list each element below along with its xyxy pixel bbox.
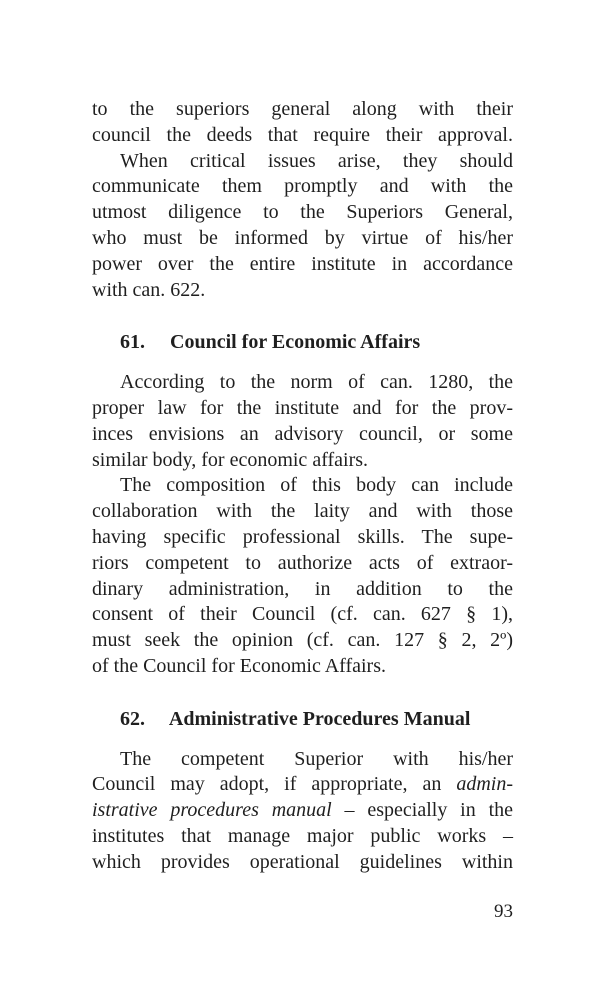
section-title: Council for Economic Affairs: [170, 331, 421, 354]
text-line: communicate them promptly and with the: [92, 175, 513, 198]
text-line: The competent Superior with his/her: [120, 747, 513, 770]
text-line: must seek the opinion (cf. can. 127 § 2, 2º): [92, 629, 513, 652]
section-heading-62: [92, 707, 513, 733]
page-number: 93: [494, 901, 513, 922]
text-line: collaboration with the laity and with those: [92, 500, 513, 523]
text-line: having specific professional skills. The supe-: [92, 525, 513, 548]
text-line: inces envisions an advisory council, or some: [92, 422, 513, 445]
text-line: [92, 798, 513, 824]
italic-text-segment: istrative procedures manual: [92, 799, 332, 822]
text-line: which provides operational guidelines within: [92, 850, 513, 873]
text-line: According to the norm of can. 1280, the: [120, 371, 513, 394]
paragraph: [92, 97, 513, 149]
text-line: of the Council for Economic Affairs.: [92, 654, 387, 677]
text-line: The composition of this body can include: [120, 474, 513, 497]
paragraph: [92, 473, 513, 679]
text-line: utmost diligence to the Superiors General,: [92, 201, 513, 224]
text-line: similar body, for economic affairs.: [92, 448, 369, 471]
italic-text-segment: admin-: [456, 773, 513, 796]
section-heading-61: [92, 330, 513, 356]
paragraph: [92, 747, 513, 876]
text-segment: Council may adopt, if appropriate, an: [92, 773, 457, 796]
paragraph: [92, 370, 513, 473]
section-number: 61.: [120, 331, 145, 354]
text-line: dinary administration, in addition to the: [92, 577, 513, 600]
section-title: Administrative Procedures Manual: [168, 707, 471, 730]
text-line: power over the entire institute in accordance: [92, 252, 513, 275]
text-line: [92, 772, 513, 798]
text-line: with can. 622.: [92, 278, 206, 301]
section-number: 62.: [120, 707, 145, 730]
text-line: council the deeds that require their approval.: [92, 123, 513, 146]
text-line: riors competent to authorize acts of extraor-: [92, 551, 513, 574]
text-line: institutes that manage major public works –: [92, 824, 513, 847]
text-line: When critical issues arise, they should: [120, 149, 513, 172]
paragraph: [92, 149, 513, 304]
text-line: to the superiors general along with their: [92, 98, 513, 120]
text-block: [92, 97, 513, 876]
text-segment: – especially in the: [331, 799, 514, 822]
text-line: who must be informed by virtue of his/her: [92, 226, 513, 249]
text-line: consent of their Council (cf. can. 627 § 1),: [92, 603, 513, 626]
text-line: proper law for the institute and for the prov-: [92, 396, 513, 419]
